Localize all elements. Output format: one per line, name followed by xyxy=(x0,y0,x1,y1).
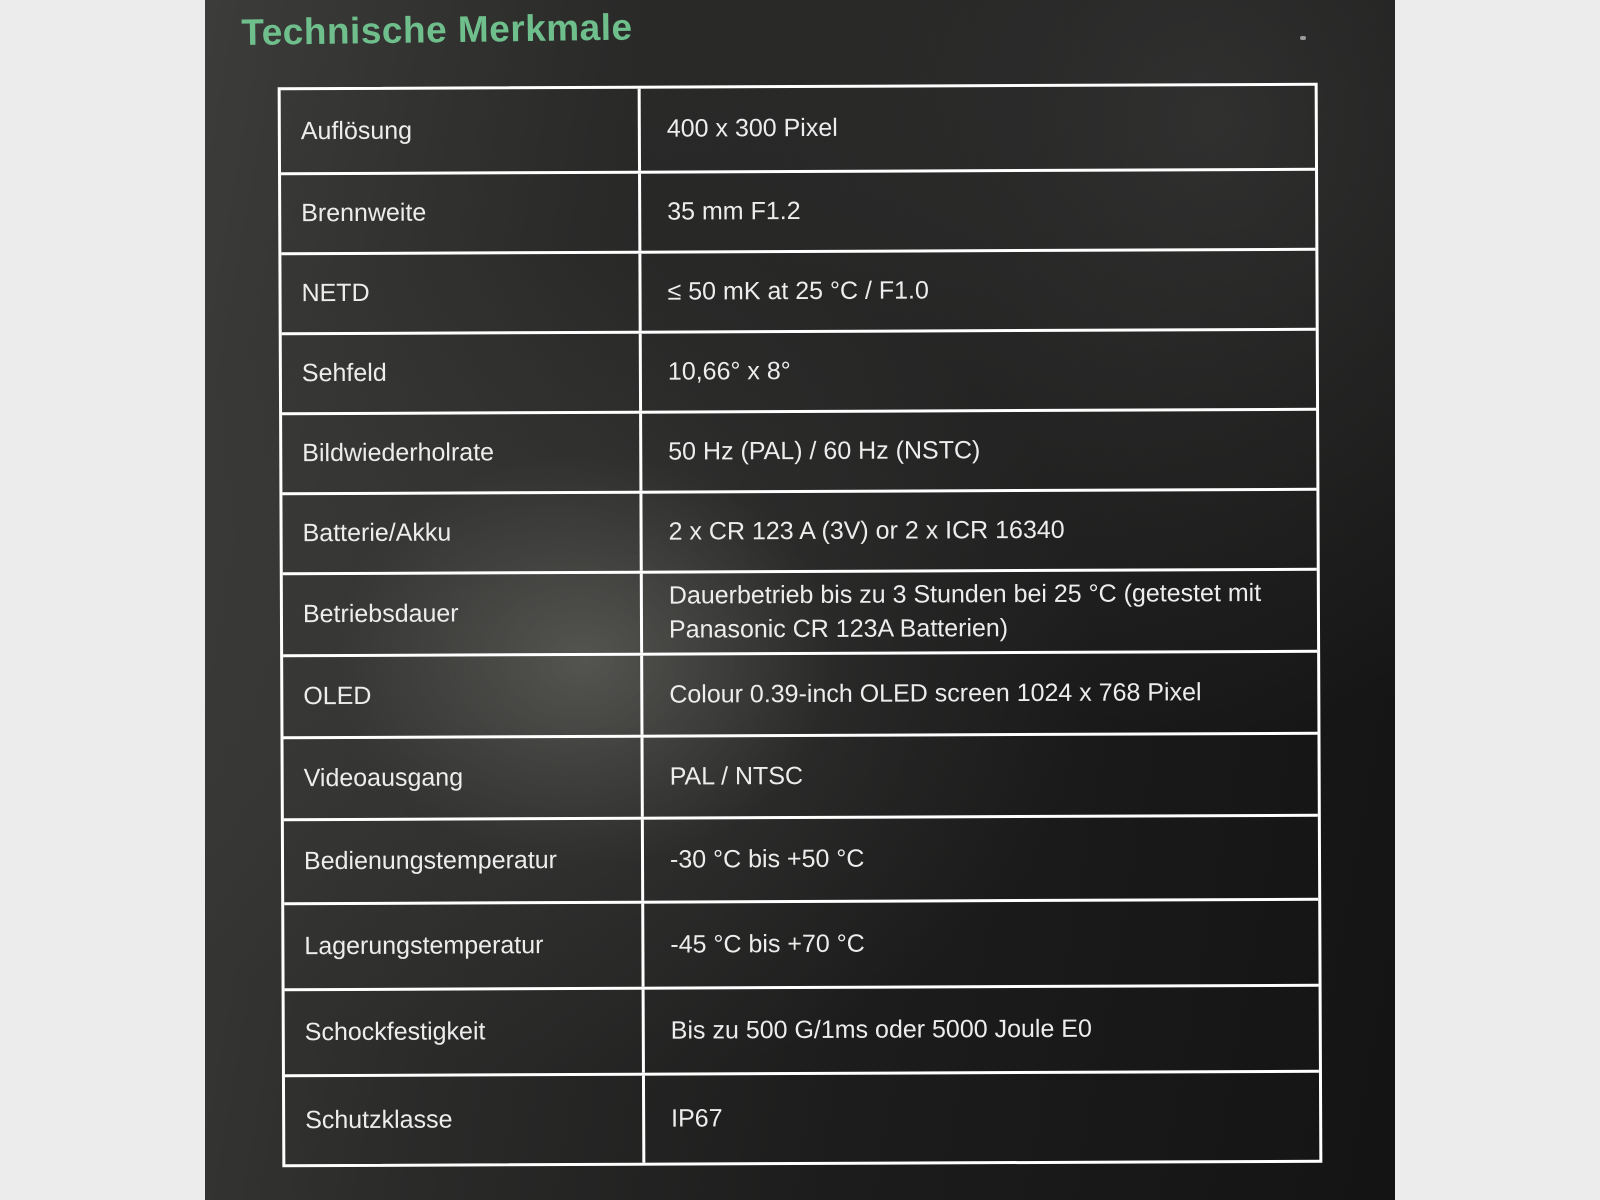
spec-value: 35 mm F1.2 xyxy=(667,196,801,226)
table-row xyxy=(282,328,1316,413)
spec-value: Bis zu 500 G/1ms oder 5000 Joule E0 xyxy=(670,1014,1092,1045)
page-title: Technische Merkmale xyxy=(241,6,633,53)
spec-table xyxy=(278,83,1323,1168)
spec-label: Schutzklasse xyxy=(285,1076,645,1165)
spec-label: Bildwiederholrate xyxy=(282,414,642,493)
table-row xyxy=(281,86,1315,173)
spec-label: Sehfeld xyxy=(282,334,642,413)
spec-value: -45 °C bis +70 °C xyxy=(670,929,865,959)
spec-value: -30 °C bis +50 °C xyxy=(669,844,865,874)
table-row xyxy=(285,984,1319,1075)
spec-value: IP67 xyxy=(671,1103,723,1133)
table-row xyxy=(284,898,1318,989)
spec-value: 50 Hz (PAL) / 60 Hz (NSTC) xyxy=(668,435,981,466)
spec-value: 10,66° x 8° xyxy=(667,356,791,386)
spec-label: Bedienungstemperatur xyxy=(284,820,644,903)
table-row xyxy=(285,1070,1319,1165)
spec-value: 2 x CR 123 A (3V) or 2 x ICR 16340 xyxy=(668,515,1065,546)
spec-label: Auflösung xyxy=(281,89,641,173)
table-row xyxy=(283,568,1317,655)
table-row xyxy=(282,408,1316,493)
table-row xyxy=(282,488,1316,573)
spec-label: Brennweite xyxy=(281,174,641,253)
table-row xyxy=(283,732,1317,819)
spec-label: NETD xyxy=(281,254,641,333)
photo-background xyxy=(205,0,1395,1200)
spec-label: OLED xyxy=(283,656,643,737)
spec-value: 400 x 300 Pixel xyxy=(666,113,838,143)
corner-mark xyxy=(1300,36,1306,40)
table-row xyxy=(281,168,1315,253)
spec-label: Betriebsdauer xyxy=(283,574,643,655)
spec-label: Batterie/Akku xyxy=(282,494,642,573)
spec-value: Colour 0.39-inch OLED screen 1024 x 768 Pixel xyxy=(669,677,1202,709)
spec-value: Dauerbetrieb bis zu 3 Stunden bei 25 °C (getestet mit Panasonic CR 123A Batterien) xyxy=(668,578,1262,644)
spec-value: PAL / NTSC xyxy=(669,761,804,791)
table-row xyxy=(281,248,1315,333)
table-row xyxy=(284,814,1318,903)
spec-label: Schockfestigkeit xyxy=(285,990,645,1075)
table-row xyxy=(283,650,1317,737)
spec-value: ≤ 50 mK at 25 °C / F1.0 xyxy=(667,276,929,306)
spec-label: Lagerungstemperatur xyxy=(284,904,644,989)
spec-label: Videoausgang xyxy=(283,738,643,819)
